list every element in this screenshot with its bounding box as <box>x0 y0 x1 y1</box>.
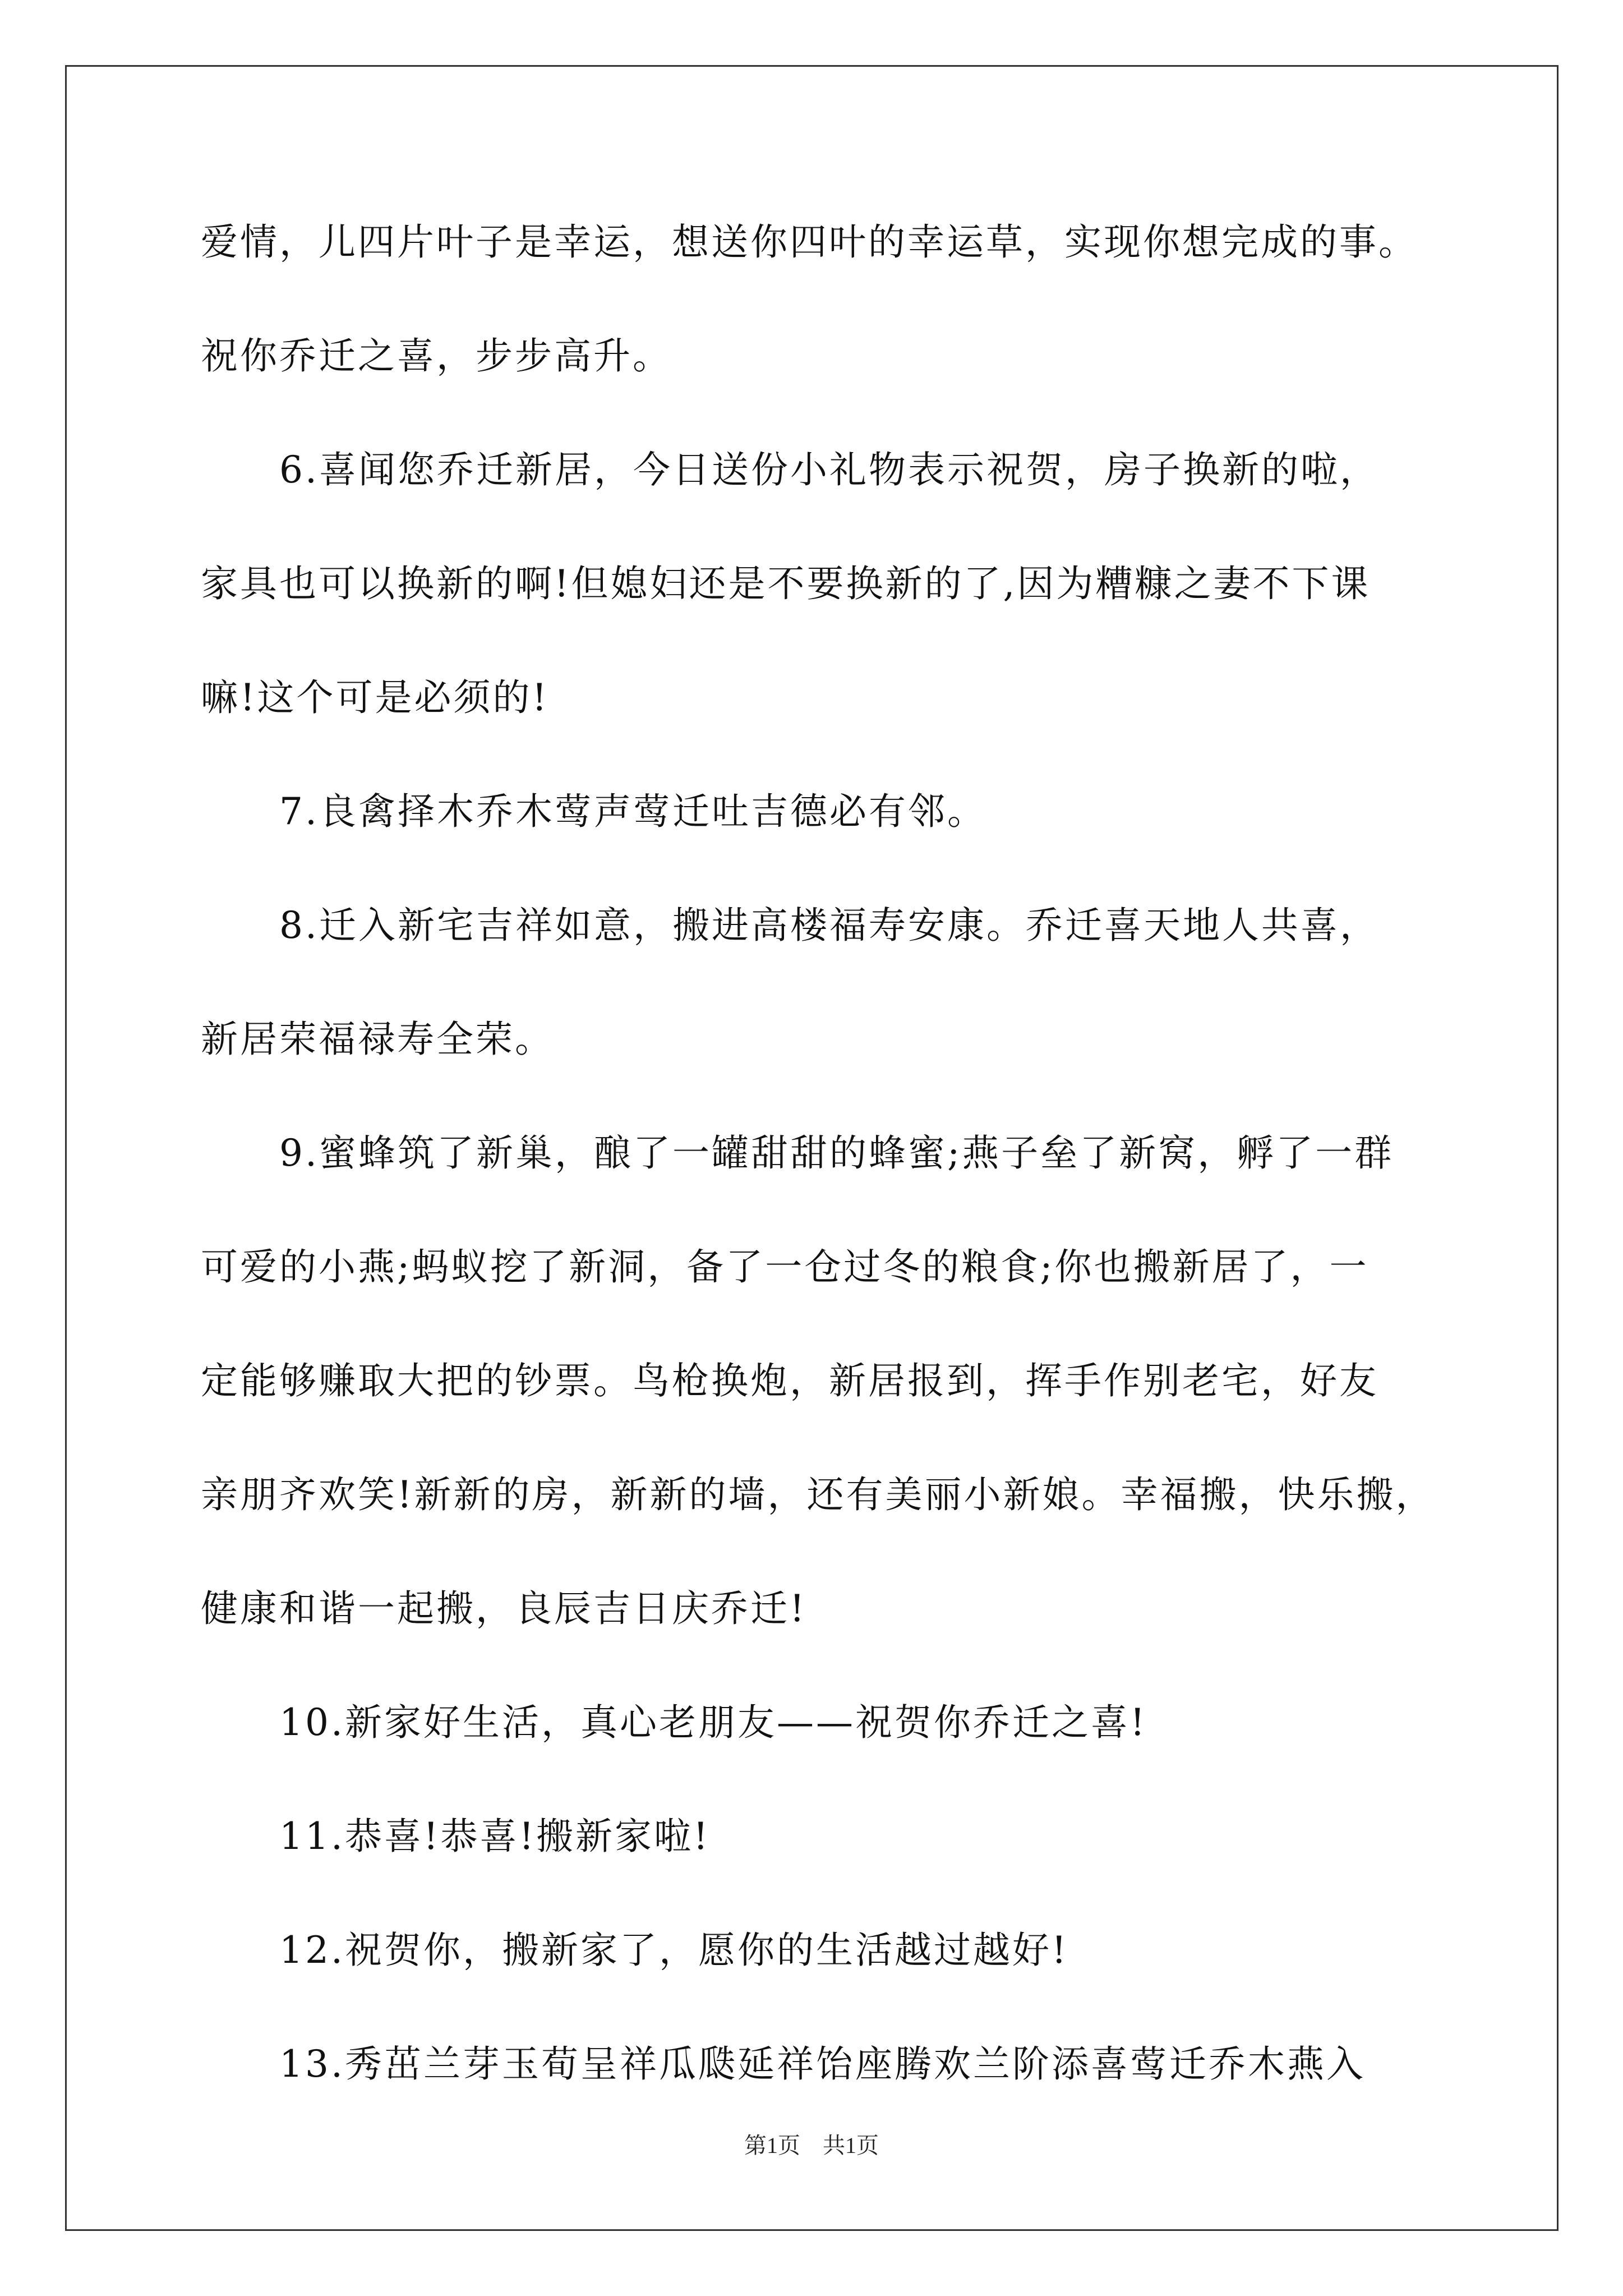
text-line: 定能够赚取大把的钞票。鸟枪换炮，新居报到，挥手作别老宅，好友 <box>201 1359 1378 1402</box>
text-line: 家具也可以换新的啊!但媳妇还是不要换新的了,因为糟糠之妻不下课 <box>201 562 1371 605</box>
text-line: 亲朋齐欢笑!新新的房，新新的墙，还有美丽小新娘。幸福搬，快乐搬， <box>201 1473 1435 1516</box>
page-footer: 第1页 共1页 <box>744 2133 879 2158</box>
text-line: 爱情，儿四片叶子是幸运，想送你四叶的幸运草，实现你想完成的事。 <box>201 220 1418 264</box>
text-line: 12.祝贺你，搬新家了，愿你的生活越过越好! <box>279 1929 1069 1972</box>
text-line: 13.秀茁兰芽玉荀呈祥瓜瓞延祥饴座腾欢兰阶添喜莺迁乔木燕入 <box>279 2042 1366 2086</box>
text-line: 11.恭喜!恭喜!搬新家啦! <box>279 1815 711 1858</box>
text-line: 可爱的小燕;蚂蚁挖了新洞，备了一仓过冬的粮食;你也搬新居了，一 <box>201 1245 1369 1289</box>
text-line: 7.良禽择木乔木莺声莺迁吐吉德必有邻。 <box>279 790 986 833</box>
text-line: 6.喜闻您乔迁新居，今日送份小礼物表示祝贺，房子换新的啦， <box>279 448 1379 491</box>
text-line: 8.迁入新宅吉祥如意，搬进高楼福寿安康。乔迁喜天地人共喜， <box>279 904 1379 947</box>
text-line: 嘛!这个可是必须的! <box>201 676 550 719</box>
text-line: 祝你乔迁之喜，步步高升。 <box>201 334 672 378</box>
text-line: 9.蜜蜂筑了新巢，酿了一罐甜甜的蜂蜜;燕子垒了新窝，孵了一群 <box>279 1131 1394 1175</box>
text-line: 新居荣福禄寿全荣。 <box>201 1018 554 1061</box>
text-line: 10.新家好生活，真心老朋友——祝贺你乔迁之喜! <box>279 1701 1147 1744</box>
text-line: 健康和谐一起搬，良辰吉日庆乔迁! <box>201 1587 807 1630</box>
